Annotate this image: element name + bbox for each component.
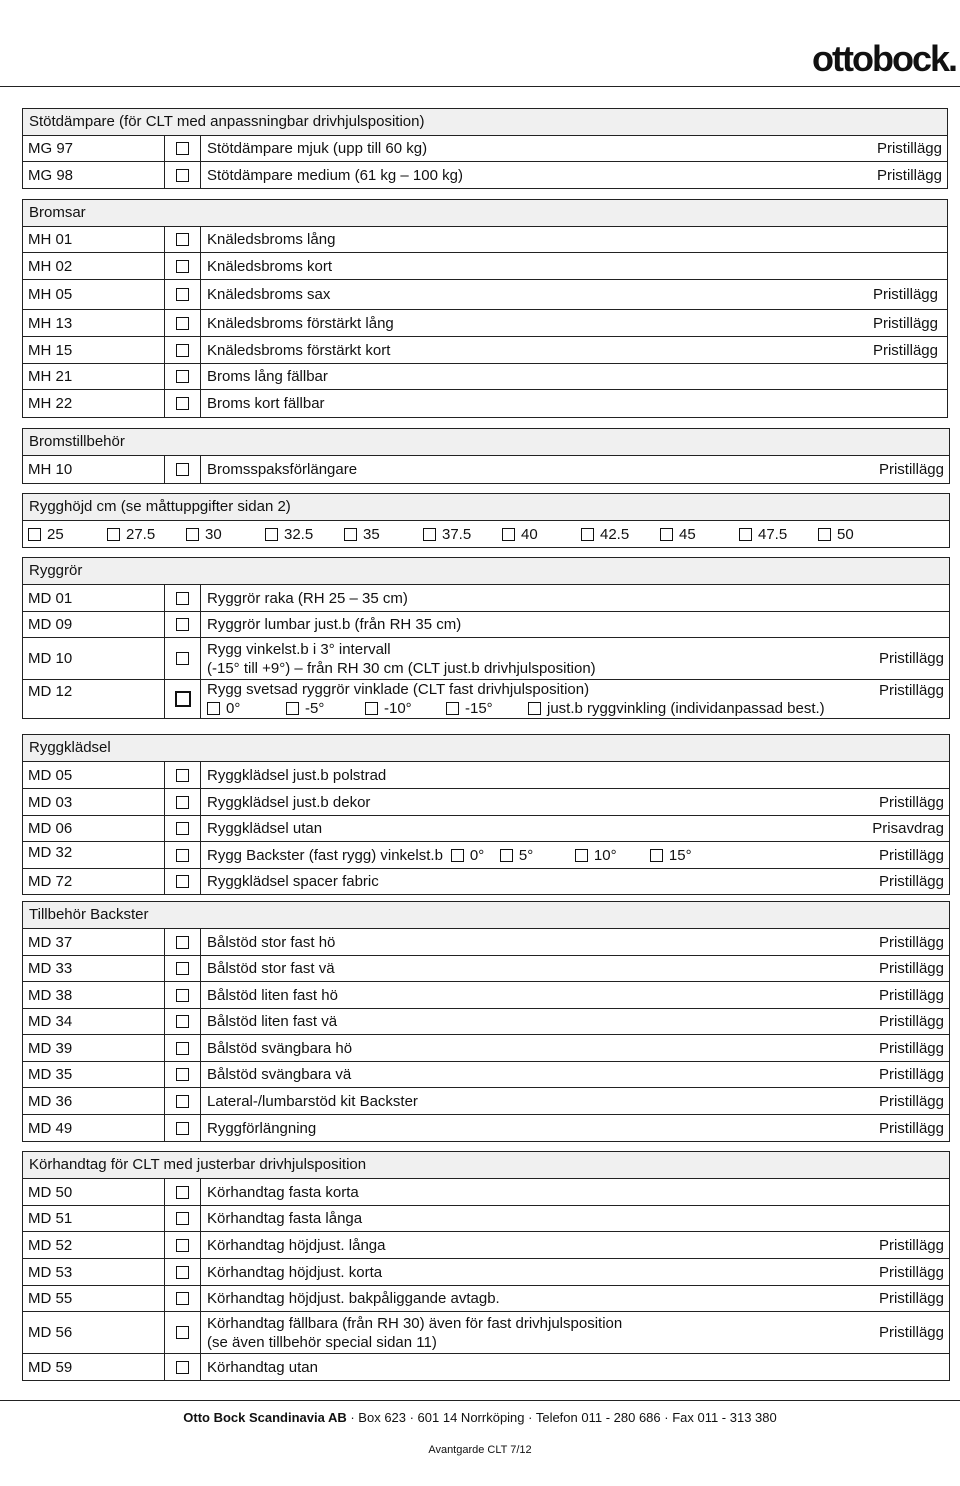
footer	[0, 1410, 960, 1425]
item-code: MD 12	[23, 680, 165, 718]
item-description: Körhandtag höjdjust. långa	[207, 1236, 386, 1254]
table-row	[23, 337, 947, 364]
item-code: MD 01	[23, 585, 165, 611]
option-checkbox[interactable]	[176, 169, 189, 182]
table-row	[23, 253, 947, 280]
price-note: Pristillägg	[878, 1263, 944, 1281]
option-checkbox[interactable]	[176, 1186, 189, 1199]
option-checkbox[interactable]	[581, 528, 594, 541]
section-rygghojd	[22, 493, 950, 548]
size-label: 32.5	[284, 525, 314, 543]
price-note: Pristillägg	[878, 1119, 944, 1137]
item-code: MH 10	[23, 456, 165, 483]
table-row	[23, 680, 949, 718]
item-code: MH 02	[23, 253, 165, 279]
item-description: Knäledsbroms lång	[207, 231, 336, 248]
option-checkbox[interactable]	[176, 1292, 189, 1305]
item-description-line2: (-15° till +9°) – från RH 30 cm (CLT just.b drivhjulsposition)	[207, 659, 596, 677]
price-note: Pristillägg	[878, 1039, 944, 1057]
price-note: Pristillägg	[878, 1092, 944, 1110]
section-title: Rygghöjd cm (se måttuppgifter sidan 2)	[23, 494, 949, 521]
section-bromstillbehor	[22, 428, 950, 484]
item-code: MD 32	[23, 842, 165, 868]
table-row	[23, 1035, 949, 1062]
price-note: Prisavdrag	[872, 820, 944, 837]
table-row	[23, 1088, 949, 1115]
item-description: Ryggklädsel just.b polstrad	[207, 766, 387, 784]
header-divider	[0, 86, 960, 87]
price-note: Pristillägg	[878, 1290, 944, 1307]
option-checkbox[interactable]	[176, 962, 189, 975]
item-description: Bålstöd svängbara hö	[207, 1039, 353, 1057]
option-checkbox[interactable]	[660, 528, 673, 541]
item-description: Knäledsbroms förstärkt lång	[207, 314, 394, 332]
section-tillbehor-backster	[22, 901, 950, 1142]
price-note: Pristillägg	[872, 314, 938, 332]
table-row	[23, 136, 947, 162]
item-code: MD 59	[23, 1354, 165, 1380]
item-code: MD 37	[23, 929, 165, 955]
option-checkbox[interactable]	[175, 691, 191, 707]
table-row	[23, 1179, 949, 1206]
item-code: MD 05	[23, 762, 165, 788]
angle-label: -5°	[305, 700, 325, 717]
section-ryggkladsel	[22, 734, 950, 895]
item-description: Knäledsbroms sax	[207, 286, 331, 303]
item-description: Stötdämpare mjuk (upp till 60 kg)	[207, 140, 428, 157]
table-row	[23, 982, 949, 1009]
table-row	[23, 816, 949, 842]
item-code: MD 03	[23, 789, 165, 815]
option-checkbox[interactable]	[176, 1095, 189, 1108]
price-note: Pristillägg	[876, 140, 942, 157]
size-label: 25	[47, 525, 64, 543]
table-row	[23, 310, 947, 337]
angle-label: 5°	[518, 846, 534, 864]
option-checkbox[interactable]	[176, 1015, 189, 1028]
size-label: 42.5	[600, 525, 630, 543]
option-checkbox[interactable]	[176, 875, 189, 888]
table-row	[23, 364, 947, 390]
item-code: MH 15	[23, 337, 165, 363]
option-checkbox[interactable]	[176, 233, 189, 246]
table-row	[23, 280, 947, 310]
table-row	[23, 162, 947, 188]
ottobock-logo: ottobock.	[812, 38, 956, 79]
item-description: Körhandtag fasta långa	[207, 1210, 363, 1227]
price-note: Pristillägg	[878, 1236, 944, 1254]
item-description: Broms lång fällbar	[207, 368, 328, 385]
option-checkbox[interactable]	[176, 1326, 189, 1339]
section-stotdampare	[22, 108, 948, 189]
section-title: Bromsar	[23, 200, 947, 227]
table-row	[23, 1115, 949, 1141]
angle-label: -15°	[465, 700, 493, 717]
option-checkbox[interactable]	[176, 1239, 189, 1252]
option-checkbox[interactable]	[176, 618, 189, 631]
table-row	[23, 390, 947, 417]
section-title: Ryggrör	[23, 558, 949, 585]
item-description: Bromsspaksförlängare	[207, 461, 358, 478]
section-title: Tillbehör Backster	[23, 902, 949, 929]
item-code: MD 09	[23, 612, 165, 637]
angle-label: 0°	[226, 700, 241, 717]
option-checkbox[interactable]	[176, 370, 189, 383]
section-title: Körhandtag för CLT med justerbar drivhjulsposition	[23, 1152, 949, 1179]
item-code: MD 51	[23, 1206, 165, 1231]
item-description: Körhandtag fasta korta	[207, 1183, 359, 1201]
price-note: Pristillägg	[872, 341, 938, 359]
item-code: MD 34	[23, 1009, 165, 1034]
item-description: Rygg svetsad ryggrör vinklade (CLT fast drivhjulsposition)	[207, 681, 590, 698]
option-checkbox[interactable]	[176, 260, 189, 273]
item-description: Ryggrör raka (RH 25 – 35 cm)	[207, 589, 408, 607]
item-description: Rygg Backster (fast rygg) vinkelst.b	[207, 846, 443, 864]
table-row	[23, 1354, 949, 1380]
table-row	[23, 638, 949, 680]
option-checkbox[interactable]	[818, 528, 831, 541]
item-code: MD 33	[23, 956, 165, 981]
angle-label: 15°	[668, 846, 692, 864]
table-row	[23, 1206, 949, 1232]
page-number: Avantgarde CLT 7/12	[428, 1444, 532, 1456]
section-title: Ryggklädsel	[23, 735, 949, 762]
item-description: Rygg vinkelst.b i 3° intervall	[207, 640, 391, 658]
price-note: Pristillägg	[878, 650, 944, 667]
table-row	[23, 869, 949, 894]
table-row	[23, 789, 949, 816]
item-code: MH 21	[23, 364, 165, 389]
item-description: Bålstöd liten fast hö	[207, 986, 338, 1004]
footer-divider	[0, 1400, 960, 1401]
option-checkbox[interactable]	[344, 528, 357, 541]
option-checkbox[interactable]	[176, 397, 189, 410]
option-checkbox[interactable]	[176, 1212, 189, 1225]
price-note: Pristillägg	[872, 286, 938, 303]
option-checkbox[interactable]	[176, 344, 189, 357]
price-note: Pristillägg	[878, 1066, 944, 1083]
option-checkbox[interactable]	[286, 702, 299, 715]
item-code: MD 56	[23, 1312, 165, 1353]
table-row	[23, 1312, 949, 1354]
angle-label: 10°	[593, 846, 617, 864]
item-description: Körhandtag höjdjust. korta	[207, 1263, 383, 1281]
option-checkbox[interactable]	[176, 1122, 189, 1135]
item-code: MD 39	[23, 1035, 165, 1061]
option-checkbox[interactable]	[176, 652, 189, 665]
item-code: MD 36	[23, 1088, 165, 1114]
option-checkbox[interactable]	[575, 849, 588, 862]
table-row	[23, 612, 949, 638]
option-checkbox[interactable]	[176, 1266, 189, 1279]
size-label: 50	[837, 525, 854, 543]
item-description: Körhandtag utan	[207, 1358, 318, 1376]
price-note: Pristillägg	[878, 682, 944, 699]
size-label: 40	[521, 525, 538, 543]
price-note: Pristillägg	[878, 933, 944, 951]
table-row	[23, 1232, 949, 1259]
option-checkbox[interactable]	[28, 528, 41, 541]
table-row	[23, 842, 949, 869]
option-checkbox[interactable]	[265, 528, 278, 541]
option-checkbox[interactable]	[502, 528, 515, 541]
item-description: Ryggrör lumbar just.b (från RH 35 cm)	[207, 616, 462, 633]
item-description: Körhandtag höjdjust. bakpåliggande avtagb.	[207, 1290, 500, 1307]
price-note: Pristillägg	[878, 793, 944, 811]
angle-label: just.b ryggvinkling (individanpassad best.)	[547, 700, 825, 717]
item-description: Lateral-/lumbarstöd kit Backster	[207, 1092, 418, 1110]
table-row	[23, 956, 949, 982]
option-checkbox[interactable]	[176, 592, 189, 605]
table-row	[23, 929, 949, 956]
option-checkbox[interactable]	[365, 702, 378, 715]
option-checkbox[interactable]	[176, 1361, 189, 1374]
option-checkbox[interactable]	[176, 1042, 189, 1055]
item-code: MD 55	[23, 1286, 165, 1311]
item-code: MD 38	[23, 982, 165, 1008]
table-row	[23, 585, 949, 612]
item-code: MG 97	[23, 136, 165, 161]
item-code: MH 01	[23, 227, 165, 252]
option-checkbox[interactable]	[176, 796, 189, 809]
option-checkbox[interactable]	[107, 528, 120, 541]
option-checkbox[interactable]	[176, 288, 189, 301]
backrest-height-options	[23, 521, 949, 547]
item-code: MD 49	[23, 1115, 165, 1141]
option-checkbox[interactable]	[186, 528, 199, 541]
item-description-line2: (se även tillbehör special sidan 11)	[207, 1333, 437, 1351]
item-code: MH 05	[23, 280, 165, 309]
price-note: Pristillägg	[878, 1013, 944, 1030]
item-description: Stötdämpare medium (61 kg – 100 kg)	[207, 166, 463, 184]
price-note: Pristillägg	[878, 1324, 944, 1341]
item-code: MD 72	[23, 869, 165, 894]
option-checkbox[interactable]	[176, 849, 189, 862]
item-code: MD 50	[23, 1179, 165, 1205]
table-row	[23, 1259, 949, 1286]
option-checkbox[interactable]	[176, 1068, 189, 1081]
item-description: Körhandtag fällbara (från RH 30) även för fast drivhjulsposition	[207, 1314, 623, 1332]
size-label: 35	[363, 525, 380, 543]
item-code: MG 98	[23, 162, 165, 188]
option-checkbox[interactable]	[176, 317, 189, 330]
angle-options	[207, 699, 825, 718]
item-code: MH 22	[23, 390, 165, 417]
size-label: 37.5	[442, 525, 472, 543]
item-description: Bålstöd liten fast vä	[207, 1013, 338, 1030]
option-checkbox[interactable]	[528, 702, 541, 715]
company-name: Otto Bock Scandinavia AB	[183, 1410, 347, 1425]
price-note: Pristillägg	[878, 960, 944, 977]
table-row	[23, 1062, 949, 1088]
option-checkbox[interactable]	[176, 769, 189, 782]
angle-label: 0°	[469, 846, 485, 864]
item-description: Knäledsbroms kort	[207, 257, 333, 275]
option-checkbox[interactable]	[451, 849, 464, 862]
item-description: Ryggklädsel just.b dekor	[207, 793, 371, 811]
item-code: MH 13	[23, 310, 165, 336]
table-row	[23, 1009, 949, 1035]
section-korhandtag	[22, 1151, 950, 1381]
item-description: Knäledsbroms förstärkt kort	[207, 341, 391, 359]
item-code: MD 10	[23, 638, 165, 679]
item-code: MD 52	[23, 1232, 165, 1258]
section-ryggror	[22, 557, 950, 719]
price-note: Pristillägg	[878, 846, 944, 864]
item-description: Ryggklädsel utan	[207, 820, 323, 837]
section-bromsar	[22, 199, 948, 418]
option-checkbox[interactable]	[176, 989, 189, 1002]
size-label: 45	[679, 525, 696, 543]
option-checkbox[interactable]	[739, 528, 752, 541]
item-code: MD 53	[23, 1259, 165, 1285]
price-note: Pristillägg	[876, 166, 942, 184]
option-checkbox[interactable]	[446, 702, 459, 715]
item-description: Bålstöd stor fast vä	[207, 960, 335, 977]
option-checkbox[interactable]	[500, 849, 513, 862]
item-description: Ryggklädsel spacer fabric	[207, 873, 379, 890]
table-row	[23, 227, 947, 253]
table-row	[23, 1286, 949, 1312]
item-code: MD 35	[23, 1062, 165, 1087]
company-address: · Box 623 · 601 14 Norrköping · Telefon 011 - 280 686 · Fax 011 - 313 380	[346, 1410, 777, 1425]
item-description: Broms kort fällbar	[207, 395, 325, 412]
option-checkbox[interactable]	[176, 822, 189, 835]
option-checkbox[interactable]	[650, 849, 663, 862]
option-checkbox[interactable]	[423, 528, 436, 541]
option-checkbox[interactable]	[176, 142, 189, 155]
item-description: Bålstöd stor fast hö	[207, 933, 336, 951]
table-row	[23, 762, 949, 789]
size-label: 30	[205, 525, 222, 543]
item-description: Bålstöd svängbara vä	[207, 1066, 352, 1083]
section-title: Stötdämpare (för CLT med anpassningbar drivhjulsposition)	[23, 109, 947, 136]
item-description: Ryggförlängning	[207, 1119, 317, 1137]
size-label: 27.5	[126, 525, 156, 543]
option-checkbox[interactable]	[207, 702, 220, 715]
item-code: MD 06	[23, 816, 165, 841]
section-title: Bromstillbehör	[23, 429, 949, 456]
price-note: Pristillägg	[878, 873, 944, 890]
option-checkbox[interactable]	[176, 463, 189, 476]
angle-label: -10°	[384, 700, 412, 717]
option-checkbox[interactable]	[176, 936, 189, 949]
table-row	[23, 456, 949, 483]
price-note: Pristillägg	[878, 986, 944, 1004]
size-label: 47.5	[758, 525, 788, 543]
price-note: Pristillägg	[878, 461, 944, 478]
